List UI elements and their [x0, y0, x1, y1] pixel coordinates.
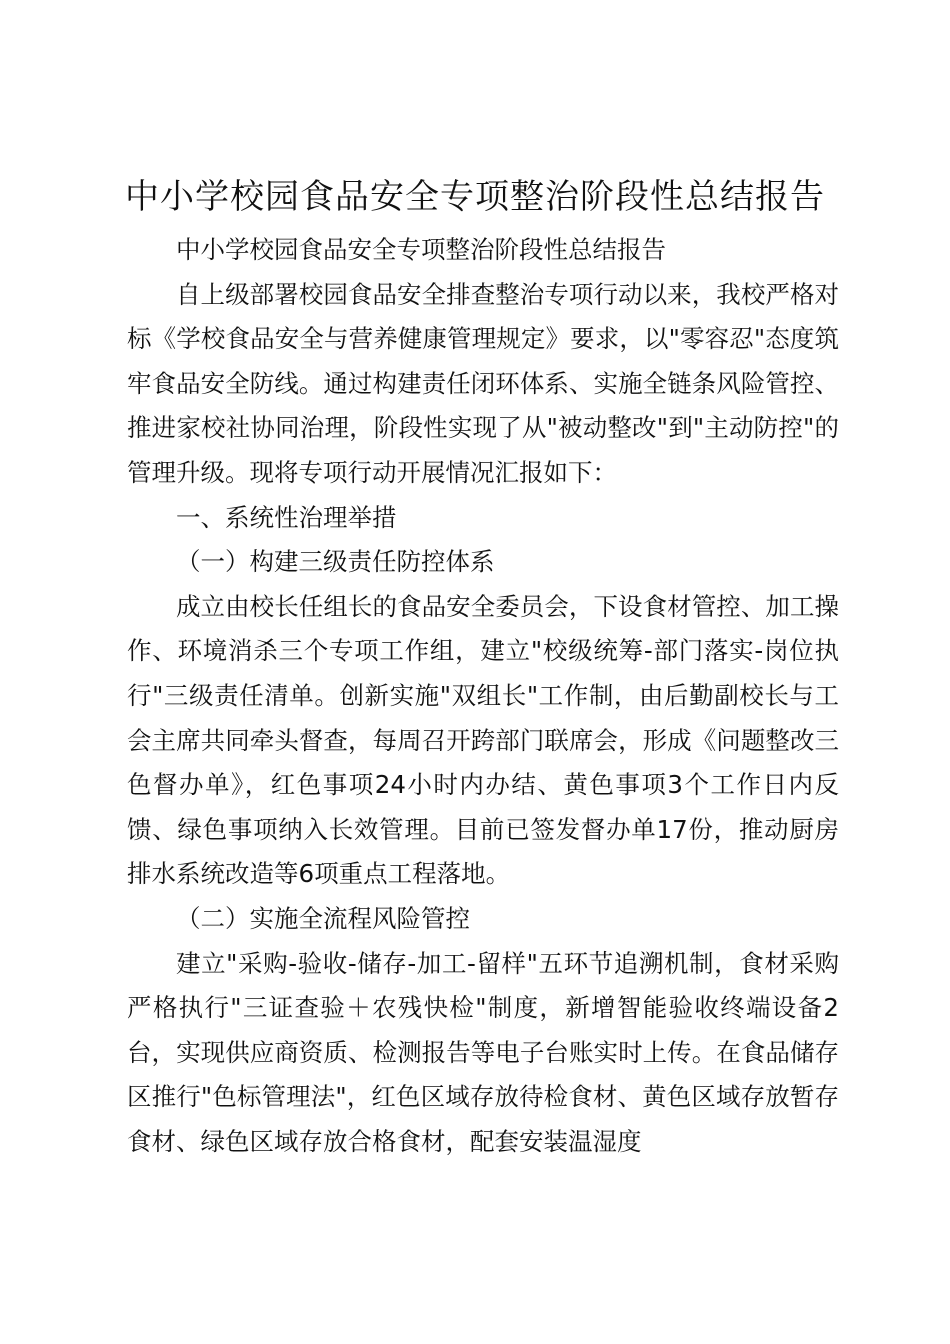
subsection-heading: （一）构建三级责任防控体系 [176, 547, 495, 577]
document-body [127, 228, 839, 1164]
body-paragraph: 成立由校长任组长的食品安全委员会，下设食材管控、加工操作、环境消杀三个专项工作组，建立"校级统筹-部门落实-岗位执行"三级责任清单。创新实施"双组长"工作制，由后勤副校长与工会主席共同牵头督查，每周召开跨部门联席会，形成《问题整改三色督办单》，红色事项24小时内办结、黄色事项3个工作日内反馈、绿色事项纳入长效管理。目前已签发督办单17份，推动厨房排水系统改造等6项重点工程落地。 [127, 591, 839, 889]
section-heading: 一、系统性治理举措 [176, 502, 397, 532]
body-paragraph: 建立"采购-验收-储存-加工-留样"五环节追溯机制，食材采购严格执行"三证查验＋农残快检"制度，新增智能验收终端设备2台，实现供应商资质、检测报告等电子台账实时上传。在食品储存区推行"色标管理法"，红色区域存放待检食材、黄色区域存放暂存食材、绿色区域存放合格食材，配套安装温湿度 [127, 948, 839, 1156]
subsection-heading: （二）实施全流程风险管控 [176, 903, 470, 933]
subtitle-paragraph: 中小学校园食品安全专项整治阶段性总结报告 [176, 235, 666, 264]
intro-paragraph: 自上级部署校园食品安全排查整治专项行动以来，我校严格对标《学校食品安全与营养健康管理规定》要求，以"零容忍"态度筑牢食品安全防线。通过构建责任闭环体系、实施全链条风险管控、推进家校社协同治理，阶段性实现了从"被动整改"到"主动防控"的管理升级。现将专项行动开展情况汇报如下： [127, 279, 839, 487]
document-title: 中小学校园食品安全专项整治阶段性总结报告 [125, 177, 825, 217]
